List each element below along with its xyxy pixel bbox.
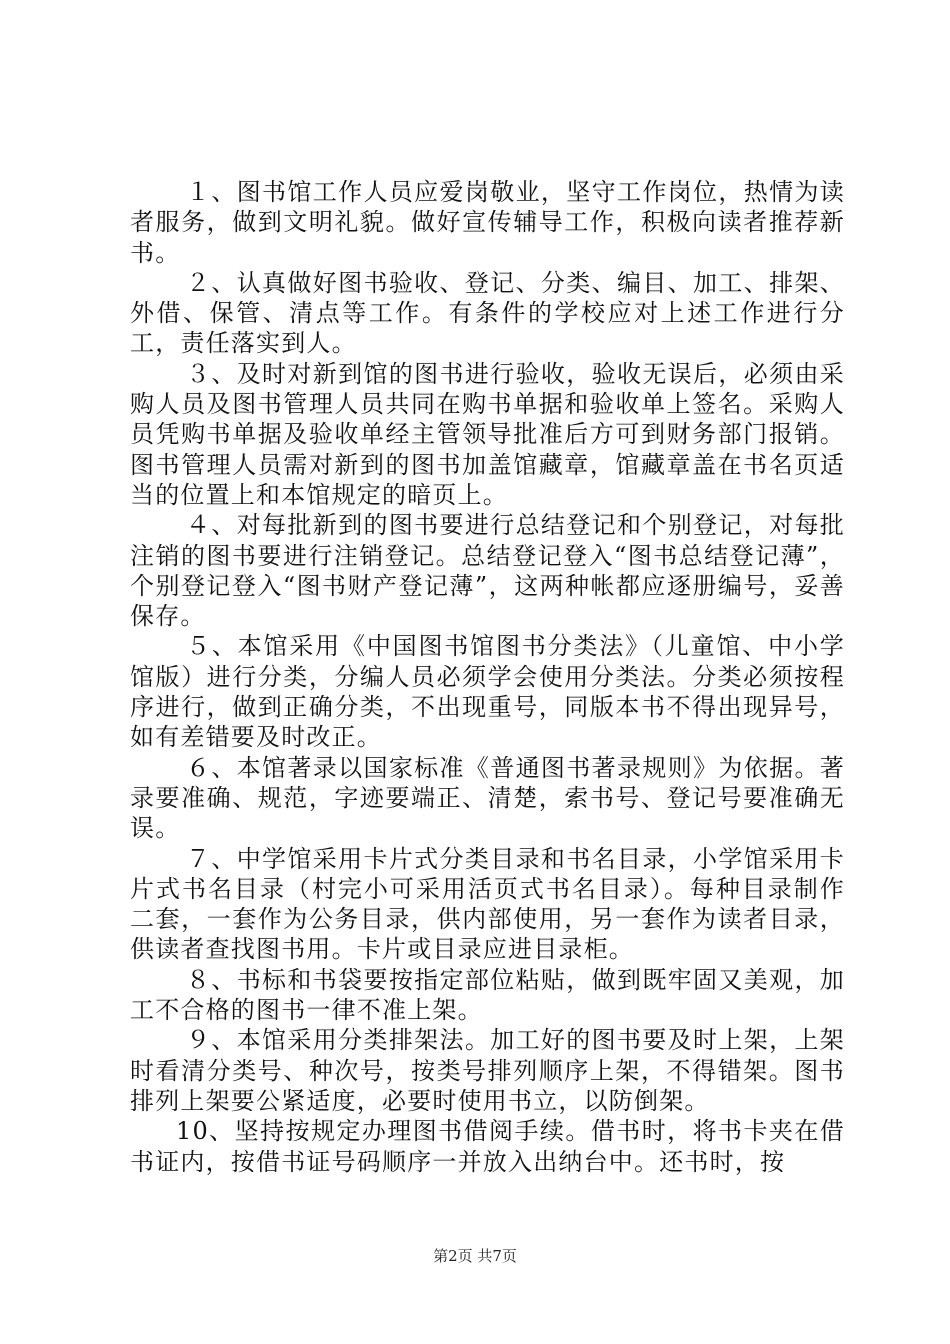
paragraph-7: ７、中学馆采用卡片式分类目录和书名目录，小学馆采用卡片式书名目录（村完小可采用活页式书名目录）。每种目录制作二套，一套作为公务目录，供内部使用，另一套作为读者目录，供读者查找图书用。卡片或目录应进目录柜。	[130, 844, 845, 964]
document-body	[130, 177, 845, 1177]
paragraph-8: ８、书标和书袋要按指定部位粘贴，做到既牢固又美观，加工不合格的图书一律不准上架。	[130, 965, 845, 1025]
paragraph-1: １、图书馆工作人员应爱岗敬业，坚守工作岗位，热情为读者服务，做到文明礼貌。做好宣传辅导工作，积极向读者推荐新书。	[130, 178, 845, 267]
paragraph-3: ３、及时对新到馆的图书进行验收，验收无误后，必须由采购人员及图书管理人员共同在购书单据和验收单上签名。采购人员凭购书单据及验收单经主管领导批准后方可到财务部门报销。图书管理人员需对新到的图书加盖馆藏章，馆藏章盖在书名页适当的位置上和本馆规定的暗页上。	[130, 359, 845, 509]
paragraph-4: ４、对每批新到的图书要进行总结登记和个别登记，对每批注销的图书要进行注销登记。总结登记登入“图书总结登记薄”，个别登记登入“图书财产登记薄”，这两种帐都应逐册编号，妥善保存。	[130, 511, 845, 631]
paragraph-10: 10、坚持按规定办理图书借阅手续。借书时，将书卡夹在借书证内，按借书证号码顺序一并放入出纳台中。还书时，按	[130, 1117, 845, 1176]
paragraph-6: ６、本馆著录以国家标准《普通图书著录规则》为依据。著录要准确、规范，字迹要端正、清楚，索书号、登记号要准确无误。	[130, 753, 845, 843]
page-number-footer: 第2页 共7页	[433, 1247, 517, 1265]
paragraph-2: ２、认真做好图书验收、登记、分类、编目、加工、排架、外借、保管、清点等工作。有条件的学校应对上述工作进行分工，责任落实到人。	[130, 268, 845, 358]
paragraph-9: ９、本馆采用分类排架法。加工好的图书要及时上架，上架时看清分类号、种次号，按类号排列顺序上架，不得错架。图书排列上架要公紧适度，必要时使用书立，以防倒架。	[130, 1026, 845, 1115]
paragraph-5: ５、本馆采用《中国图书馆图书分类法》（儿童馆、中小学馆版）进行分类，分编人员必须学会使用分类法。分类必须按程序进行，做到正确分类，不出现重号，同版本书不得出现异号，如有差错要及时改正。	[130, 632, 845, 752]
